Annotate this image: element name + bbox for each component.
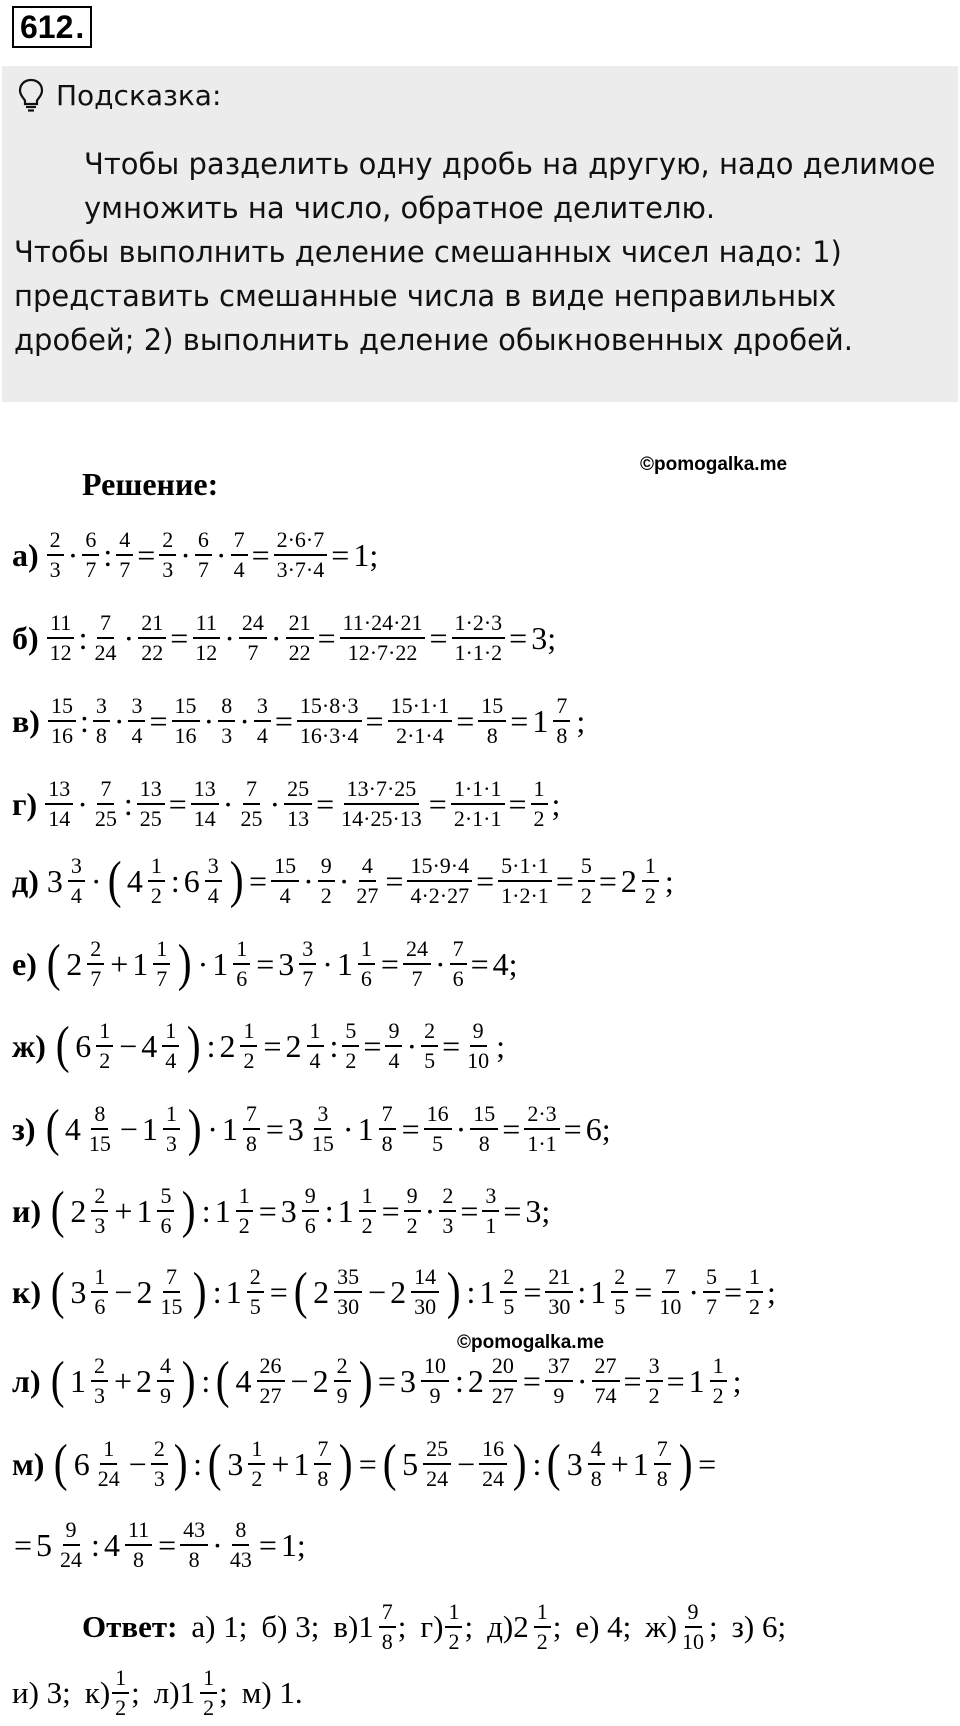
solution-line-k: к) ( 3 $\frac{1}{6}$ − 2 $\frac{7}{15}$ ) : 1 $\frac{2}{5}$ = ( 2 $\frac{35}{30}$ − 2 $\frac{14}{30}$ ) : 1 $\frac{2}{5}$ = $\frac{21}{30}$ : 1 $\frac{2}{5}$ = $\frac{7}{10}$ · $\frac{5}{7}$ = $\frac{1}{2}$ ; [12, 1263, 776, 1320]
exercise-number: 612. [12, 6, 92, 48]
solution-line-a: а) $\frac{2}{3}$ · $\frac{6}{7}$ : $\frac{4}{7}$ = $\frac{2}{3}$ · $\frac{6}{7}$ · $\frac{7}{4}$ = $\frac{2\cdot 6\cdot 7}{3\cdot 7\cdot 4}$ = 1; [12, 527, 379, 582]
answer-line-1: Ответ: а) 1; б) 3; в) 1 $\frac{7}{8}$ ; г) $\frac{1}{2}$ ; д) 2 $\frac{1}{2}$ ; е) 4; ж) $\frac{9}{10}$ ; з) 6; [82, 1599, 787, 1654]
solution-line-b: б) $\frac{11}{12}$ : $\frac{7}{24}$ · $\frac{21}{22}$ = $\frac{11}{12}$ · $\frac{24}{7}$ · $\frac{21}{22}$ = $\frac{11\cdot 24\cdot 21}{12\cdot 7\cdot 22}$ = $\frac{1\cdot 2\cdot 3}{1\cdot 1\cdot 2}$ = 3; [12, 610, 557, 665]
answer-line-2: и) 3; к) $\frac{1}{2}$ ; л) 1 $\frac{1}{2}$ ; м) 1. [12, 1665, 303, 1720]
solution-line-z: з) ( 4 $\frac{8}{15}$ − 1 $\frac{1}{3}$ ) · 1 $\frac{7}{8}$ = 3 $\frac{3}{15}$ · 1 $\frac{7}{8}$ = $\frac{16}{5}$ · $\frac{15}{8}$ = $\frac{2\cdot 3}{1\cdot 1}$ = 6; [12, 1100, 611, 1157]
watermark-2: ©pomogalka.me [457, 1332, 605, 1353]
solution-line-d: д) 3 $\frac{3}{4}$ · ( 4 $\frac{1}{2}$ : 6 $\frac{3}{4}$ ) = $\frac{15}{4}$ · $\frac{9}{2}$ · $\frac{4}{27}$ = $\frac{15\cdot 9\cdot 4}{4\cdot 2\cdot 27}$ = $\frac{5\cdot 1\cdot 1}{1\cdot 2\cdot 1}$ = $\frac{5}{2}$ = 2 $\frac{1}{2}$ ; [12, 852, 674, 909]
answer-label: Ответ: [82, 1609, 178, 1644]
solution-line-e: е) ( 2 $\frac{2}{7}$ + 1 $\frac{1}{7}$ ) · 1 $\frac{1}{6}$ = 3 $\frac{3}{7}$ · 1 $\frac{1}{6}$ = $\frac{24}{7}$ · $\frac{7}{6}$ = 4; [12, 935, 518, 992]
solution-line-m: м) ( 6 $\frac{1}{24}$ − $\frac{2}{3}$ ) : ( 3 $\frac{1}{2}$ + 1 $\frac{7}{8}$ ) = ( 5 $\frac{25}{24}$ − $\frac{16}{24}$ ) : ( 3 $\frac{4}{8}$ + 1 $\frac{7}{8}$ ) = [12, 1435, 717, 1492]
solution-heading: Решение: [82, 466, 219, 502]
hint-title: Подсказка: [18, 78, 221, 112]
solution-line-g: г) $\frac{13}{14}$ · $\frac{7}{25}$ : $\frac{13}{25}$ = $\frac{13}{14}$ · $\frac{7}{25}$ · $\frac{25}{13}$ = $\frac{13\cdot 7\cdot 25}{14\cdot 25\cdot 13}$ = $\frac{1\cdot 1\cdot 1}{2\cdot 1\cdot 1}$ = $\frac{1}{2}$ ; [12, 776, 561, 831]
hint-text [14, 142, 950, 362]
lightbulb-icon [18, 78, 44, 112]
solution-line-m-cont: = 5 $\frac{9}{24}$ : 4 $\frac{11}{8}$ = $\frac{43}{8}$ · $\frac{8}{43}$ = 1; [14, 1517, 306, 1572]
solution-line-v: в) $\frac{15}{16}$ : $\frac{3}{8}$ · $\frac{3}{4}$ = $\frac{15}{16}$ · $\frac{8}{3}$ · $\frac{3}{4}$ = $\frac{15\cdot 8\cdot 3}{16\cdot 3\cdot 4}$ = $\frac{15\cdot 1\cdot 1}{2\cdot 1\cdot 4}$ = $\frac{15}{8}$ = 1 $\frac{7}{8}$ ; [12, 693, 586, 748]
hint-paragraph-1: Чтобы разделить одну дробь на другую, надо делимое умножить на число, обратное делителю. [84, 147, 936, 225]
hint-box [2, 66, 958, 402]
solution-line-i: и) ( 2 $\frac{2}{3}$ + 1 $\frac{5}{6}$ ) : 1 $\frac{1}{2}$ = 3 $\frac{9}{6}$ : 1 $\frac{1}{2}$ = $\frac{9}{2}$ · $\frac{2}{3}$ = $\frac{3}{1}$ = 3; [12, 1182, 551, 1239]
solution-line-l: л) ( 1 $\frac{2}{3}$ + 2 $\frac{4}{9}$ ) : ( 4 $\frac{26}{27}$ − 2 $\frac{2}{9}$ ) = 3 $\frac{10}{9}$ : 2 $\frac{20}{27}$ = $\frac{37}{9}$ · $\frac{27}{74}$ = $\frac{3}{2}$ = 1 $\frac{1}{2}$ ; [12, 1352, 742, 1409]
solution-line-zh: ж) ( 6 $\frac{1}{2}$ − 4 $\frac{1}{4}$ ) : 2 $\frac{1}{2}$ = 2 $\frac{1}{4}$ : $\frac{5}{2}$ = $\frac{9}{4}$ · $\frac{2}{5}$ = $\frac{9}{10}$ ; [12, 1017, 506, 1074]
hint-paragraph-2: Чтобы выполнить деление смешанных чисел надо: 1) представить смешанные числа в виде неправильных дробей; 2) выполнить деление обыкновенных дробей. [14, 235, 853, 357]
watermark: ©pomogalka.me [640, 454, 788, 475]
